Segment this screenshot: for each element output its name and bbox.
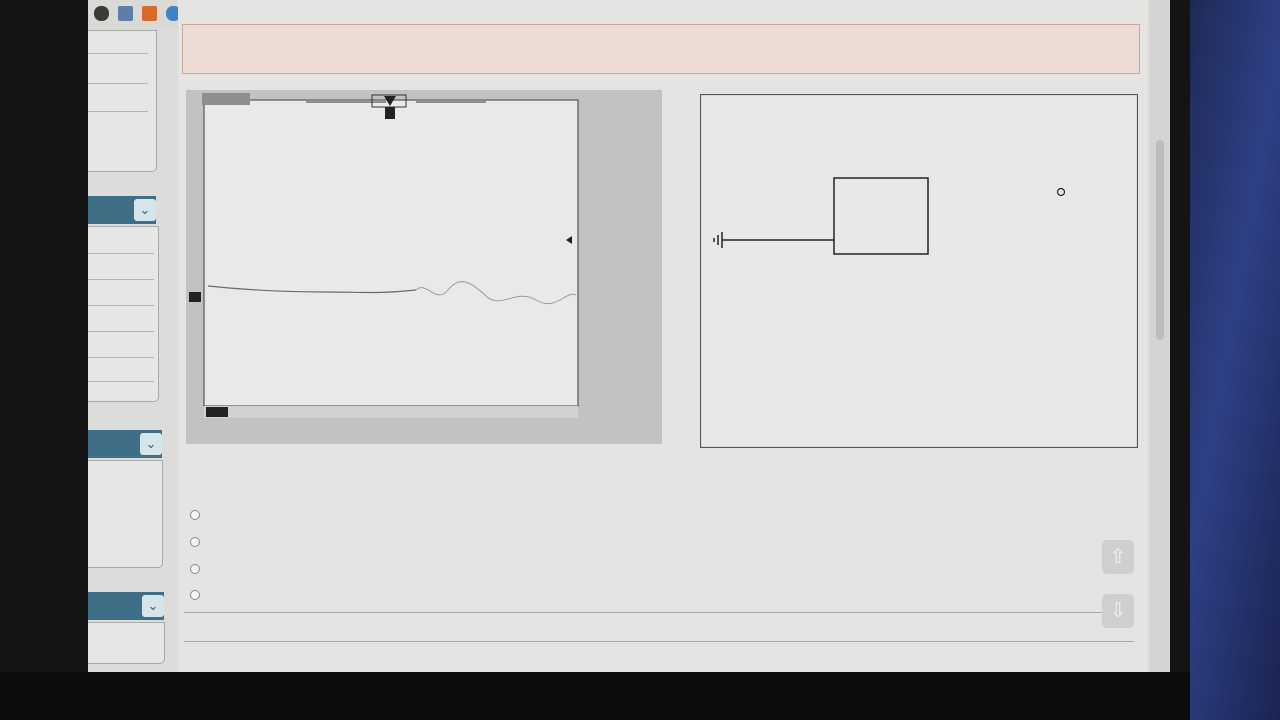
radio-button[interactable] xyxy=(190,510,200,520)
sidebar-panel xyxy=(88,226,159,402)
sidebar-section-header[interactable] xyxy=(88,592,164,620)
answer-option[interactable] xyxy=(190,535,202,549)
sidebar-section-header[interactable] xyxy=(88,430,162,458)
sidebar-section-header[interactable] xyxy=(88,196,156,224)
monitor-bezel xyxy=(0,672,1190,720)
sidebar-panel xyxy=(88,622,165,664)
answer-option[interactable] xyxy=(190,588,202,602)
divider xyxy=(88,279,154,280)
answer-option[interactable] xyxy=(190,562,202,576)
divider xyxy=(88,253,154,254)
page-scrollbar[interactable] xyxy=(1150,0,1170,672)
divider xyxy=(88,331,154,332)
notice-box xyxy=(182,24,1140,74)
divider xyxy=(88,357,154,358)
spi-flash-schematic xyxy=(700,94,1138,448)
sidebar-panel xyxy=(88,460,163,568)
desk-background xyxy=(1190,0,1280,720)
divider xyxy=(88,53,148,54)
chevron-down-icon[interactable]: ⌄ xyxy=(134,199,156,221)
divider xyxy=(88,305,154,306)
radio-button[interactable] xyxy=(190,537,200,547)
sidebar-panel xyxy=(88,30,157,172)
radio-button[interactable] xyxy=(190,590,200,600)
scroll-down-button[interactable] xyxy=(1102,594,1134,628)
avatar-icon[interactable] xyxy=(94,6,109,21)
divider xyxy=(88,83,148,84)
arrow-up-icon: ⇧ xyxy=(1109,546,1127,568)
scroll-up-button[interactable] xyxy=(1102,540,1134,574)
divider xyxy=(184,641,1134,642)
bookmark-icon[interactable] xyxy=(142,6,157,21)
arrow-down-icon: ⇩ xyxy=(1109,600,1127,622)
scrollbar-thumb[interactable] xyxy=(1156,140,1164,340)
divider xyxy=(184,612,1134,613)
chevron-down-icon[interactable]: ⌄ xyxy=(142,595,164,617)
ic-body xyxy=(834,178,928,254)
answer-option[interactable] xyxy=(190,508,202,522)
divider xyxy=(88,381,154,382)
radio-button[interactable] xyxy=(190,564,200,574)
stop-badge xyxy=(202,93,250,105)
chevron-down-icon[interactable]: ⌄ xyxy=(140,433,162,455)
main-content xyxy=(178,0,1148,672)
left-sidebar xyxy=(88,30,164,672)
mail-icon[interactable] xyxy=(118,6,133,21)
divider xyxy=(88,111,148,112)
browser-screen xyxy=(88,0,1170,672)
oscilloscope-image xyxy=(186,90,662,444)
